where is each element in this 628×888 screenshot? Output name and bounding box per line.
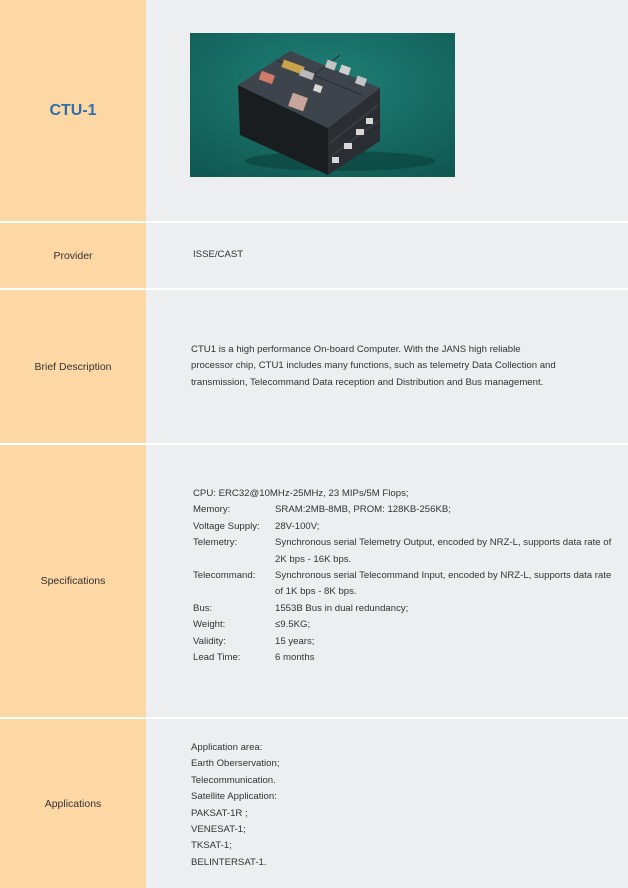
product-title: CTU-1 xyxy=(49,101,97,119)
description-cell xyxy=(146,290,628,443)
description-line: processor chip, CTU1 includes many functions, such as telemetry Data Collection and xyxy=(191,360,556,372)
provider-value: ISSE/CAST xyxy=(193,249,244,260)
description-line: CTU1 is a high performance On-board Computer. With the JANS high reliable xyxy=(191,344,521,355)
spec-telecommand xyxy=(193,568,620,601)
spec-weight xyxy=(193,617,620,633)
spec-key: Telemetry: xyxy=(193,537,238,549)
spec-key: Validity: xyxy=(193,635,226,647)
applications-list xyxy=(191,740,280,871)
spec-key: Bus: xyxy=(193,602,213,614)
provider-cell xyxy=(146,223,628,288)
provider-row xyxy=(0,223,628,288)
application-line: Telecommunication. xyxy=(191,774,276,786)
application-line: Satellite Application: xyxy=(191,791,277,803)
spec-value: 28V-100V; xyxy=(275,520,320,532)
spec-voltage xyxy=(193,519,620,535)
spec-value: Synchronous serial Telemetry Output, encoded by NRZ-L, supports data rate of 2K bps - 16K bps. xyxy=(275,537,612,565)
provider-label: Provider xyxy=(0,223,146,288)
spec-key: Weight: xyxy=(193,619,226,631)
applications-row xyxy=(0,719,628,888)
spec-key: Telecommand: xyxy=(193,570,256,582)
specifications-row xyxy=(0,445,628,717)
spec-memory xyxy=(193,502,620,518)
spec-value: SRAM:2MB-8MB, PROM: 128KB-256KB; xyxy=(275,504,451,516)
application-line: Application area: xyxy=(191,742,263,753)
specifications-cell xyxy=(146,445,628,717)
spec-key: Voltage Supply: xyxy=(193,520,260,532)
spec-value: 6 months xyxy=(275,652,315,664)
applications-label: Applications xyxy=(0,719,146,888)
photo-cell xyxy=(146,0,628,221)
specifications-list xyxy=(193,486,620,666)
application-line: VENESAT-1; xyxy=(191,824,246,836)
spec-lead-time xyxy=(193,650,620,666)
product-photo xyxy=(190,33,455,177)
header-row xyxy=(0,0,628,221)
description-text xyxy=(191,342,601,391)
ctu-unit-image xyxy=(190,33,455,177)
spec-value: 15 years; xyxy=(275,635,315,647)
spec-validity xyxy=(193,634,620,650)
spec-value: ≤9.5KG; xyxy=(275,619,311,631)
application-line: BELINTERSAT-1. xyxy=(191,856,267,868)
specifications-label: Specifications xyxy=(0,445,146,717)
spec-telemetry xyxy=(193,535,620,568)
spec-key: Lead Time: xyxy=(193,652,241,664)
application-line: TKSAT-1; xyxy=(191,840,232,852)
spec-cpu: CPU: ERC32@10MHz-25MHz, 23 MIPs/5M Flops; xyxy=(193,488,409,499)
application-line: PAKSAT-1R ; xyxy=(191,807,248,819)
description-label: Brief Description xyxy=(0,290,146,443)
description-line: transmission, Telecommand Data reception and Distribution and Bus management. xyxy=(191,376,544,388)
applications-cell xyxy=(146,719,628,888)
title-cell xyxy=(0,0,146,221)
spec-value: Synchronous serial Telecommand Input, encoded by NRZ-L, supports data rate of 1K bps - 8K bps. xyxy=(275,570,612,598)
spec-bus xyxy=(193,601,620,617)
spec-key: Memory: xyxy=(193,504,231,516)
description-row xyxy=(0,290,628,443)
spec-value: 1553B Bus in dual redundancy; xyxy=(275,602,409,614)
application-line: Earth Oberservation; xyxy=(191,758,280,770)
